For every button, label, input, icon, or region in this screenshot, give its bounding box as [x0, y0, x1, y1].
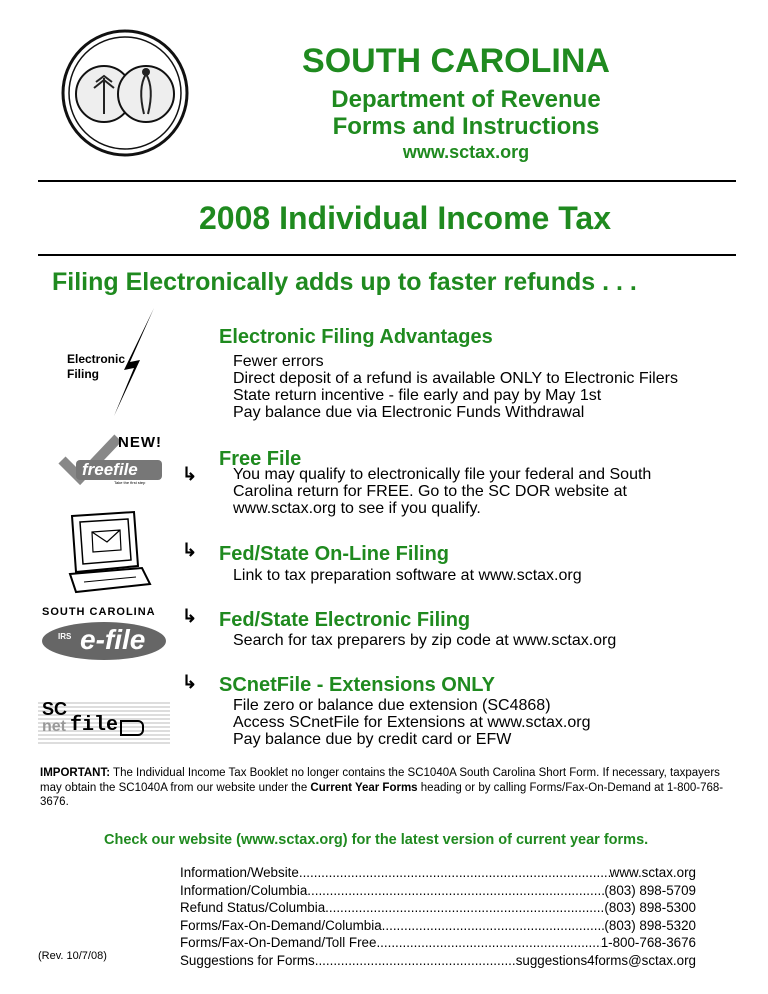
department-name: Department of Revenue [331, 86, 601, 113]
contact-value: (803) 898-5709 [604, 882, 696, 898]
electronic-filing-label-line1: Electronic [67, 352, 126, 366]
list-item: Access SCnetFile for Extensions at www.sctax.org [233, 714, 591, 731]
list-item: Link to tax preparation software at www.sctax.org [233, 567, 582, 584]
contact-value[interactable]: www.sctax.org [609, 865, 696, 880]
section-title-freefile: Free File [219, 448, 302, 470]
contact-label: Forms/Fax-On-Demand/Columbia [180, 917, 382, 933]
section-lines-scnetfile [233, 697, 590, 748]
tagline: Filing Electronically adds up to faster refunds . . . [52, 268, 637, 296]
sc-efile-irs: IRS [58, 632, 72, 641]
section-lines-freefile [233, 466, 651, 517]
scnetfile-tab-icon [120, 720, 144, 736]
freefile-new-badge: NEW! [118, 434, 162, 451]
contact-row [180, 882, 696, 900]
contact-label: Information/Columbia [180, 882, 308, 898]
list-item: Direct deposit of a refund is available ONLY to Electronic Filers [233, 370, 678, 387]
section-lines-online-filing [233, 567, 582, 584]
arrow-icon: ↳ [182, 464, 198, 484]
contact-row [180, 952, 696, 970]
section-lines-electronic-filing [233, 632, 616, 649]
important-text-1: The Individual Income Tax Booklet no longer contains the SC1040A South Carolina Short Form. If necessary, taxpayers may obtain the SC1040A from our website under the [40, 767, 720, 794]
important-label: IMPORTANT: [40, 767, 111, 779]
list-item: Carolina return for FREE. Go to the SC DOR website at [233, 483, 627, 500]
scnetfile-logo [38, 700, 170, 744]
contact-row [180, 899, 696, 917]
lightning-bolt-icon [108, 306, 160, 418]
list-item: Fewer errors [233, 353, 324, 370]
contact-row [180, 864, 696, 882]
important-note [40, 766, 730, 810]
contact-label: Refund Status/Columbia [180, 900, 326, 915]
state-name: SOUTH CAROLINA [302, 42, 610, 80]
electronic-filing-label-line2: Filing [67, 367, 99, 381]
contact-value: (803) 898-5320 [604, 917, 696, 933]
header-rule [38, 180, 736, 182]
list-item: State return incentive - file early and pay by May 1st [233, 387, 602, 404]
freefile-logo-text: freefile [82, 460, 138, 479]
section-lines-advantages [233, 353, 678, 421]
check-website-note: Check our website (www.sctax.org) for the latest version of current year forms. [104, 832, 649, 848]
header-website[interactable]: www.sctax.org [402, 142, 530, 162]
section-title-electronic-filing: Fed/State Electronic Filing [219, 609, 471, 631]
computer-icon [64, 510, 154, 594]
contact-row [180, 917, 696, 935]
title-rule [38, 254, 736, 256]
contact-label: Forms/Fax-On-Demand/Toll Free [180, 935, 377, 950]
list-item: Pay balance due via Electronic Funds Withdrawal [233, 404, 585, 421]
arrow-icon: ↳ [182, 672, 198, 692]
page-title: 2008 Individual Income Tax [199, 200, 611, 236]
list-item: You may qualify to electronically file your federal and South [233, 466, 652, 483]
arrow-icon: ↳ [182, 606, 198, 626]
sc-efile-logo [38, 604, 172, 664]
list-item: Search for tax preparers by zip code at www.sctax.org [233, 632, 617, 649]
contact-value: (803) 898-5300 [604, 900, 696, 915]
state-seal-icon [60, 28, 190, 158]
list-item: File zero or balance due extension (SC4868) [233, 697, 551, 714]
important-bold: Current Year Forms [310, 781, 418, 794]
revision-date: (Rev. 10/7/08) [38, 950, 107, 962]
sc-efile-main: e-file [80, 624, 146, 655]
contact-value: 1-800-768-3676 [600, 935, 696, 950]
freefile-logo-small: Take the first step [114, 480, 146, 485]
contact-value[interactable]: suggestions4forms@sctax.org [515, 952, 696, 968]
header-subtitle: Forms and Instructions [332, 113, 600, 140]
section-title-scnetfile: SCnetFile - Extensions ONLY [219, 674, 495, 696]
scnetfile-net: net [42, 718, 66, 735]
section-title-online-filing: Fed/State On-Line Filing [219, 543, 449, 565]
list-item: Pay balance due by credit card or EFW [233, 731, 512, 748]
contact-label: Suggestions for Forms [180, 952, 315, 968]
contact-row [180, 934, 696, 952]
freefile-logo [58, 434, 170, 488]
sc-efile-top-text: SOUTH CAROLINA [42, 606, 156, 618]
section-title-advantages: Electronic Filing Advantages [219, 326, 493, 348]
list-item: www.sctax.org to see if you qualify. [233, 500, 481, 517]
scnetfile-file: file [70, 714, 119, 737]
contact-label: Information/Website [180, 865, 299, 880]
important-text-2: heading or by calling Forms/Fax-On-Demand at 1-800-768-3676. [40, 781, 724, 808]
arrow-icon: ↳ [182, 540, 198, 560]
scnetfile-sc: SC [42, 699, 68, 719]
